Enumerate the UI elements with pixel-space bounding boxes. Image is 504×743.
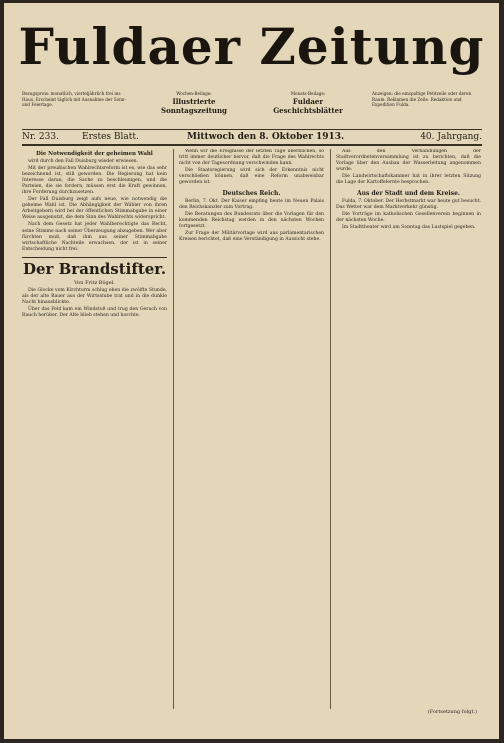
newspaper-page (4, 3, 499, 739)
article-paragraph: Nach dem Gesetz hat jeder Wahlberechtigte das Recht, seine Stimme nach seiner Überzeugung abzugeben. Wer aber fürchten muß, daß ihm aus seiner Stimmabgabe wirtschaftliche Nachteile erwachsen, der ist in seiner Entscheidung nicht frei. (22, 222, 167, 252)
issue-number: Nr. 233. (22, 132, 59, 142)
column-3 (336, 149, 481, 709)
story-paragraph: Die Glocke vom Kirchturm schlug eben die zwölfte Stunde, als der alte Bauer aus der Wirtsstube trat und in die dunkle Nacht hinausblickte. (22, 287, 167, 306)
section-heading: Aus der Stadt und dem Kreise. (356, 189, 460, 197)
story-title: Der Brandstifter. (22, 257, 167, 278)
issue-date: Mittwoch den 8. Oktober 1913. (187, 132, 345, 142)
article-paragraph: Mit der preußischen Wahlrechtsreform ist es, wie das sehr bezeichnend ist, still geworden. Die Regierung hat kein Interesse daran, die Sache zu beschleunigen, und die Parteien, die sie fordern, müssen erst die Kraft gewinnen, ihre Forderung durchzusetzen. (22, 165, 167, 195)
article-heading: Die Notwendigkeit der geheimen Wahl (36, 151, 153, 157)
dateline (22, 129, 482, 146)
article-paragraph: Die Staatsregierung wird sich der Erkenntnis nicht verschließen können, daß eine Reform unabweisbar geworden ist. (179, 168, 324, 186)
story-byline: Von Fritz Bögel. (74, 279, 115, 286)
weekly-supplement-title: Illustrierte Sonntagszeitung (161, 96, 227, 115)
ad-pricing-info: Anzeigen: die einspaltige Petitzeile oder deren Raum. Reklamen die Zeile. Redaktion und Expedition Fulda. (372, 91, 472, 108)
monthly-supplement-label: Monats-Beilage: (290, 91, 326, 96)
masthead-title: Fuldaer Zeitung (18, 17, 485, 76)
weekly-supplement (144, 91, 244, 125)
article-paragraph: Wenn wir die Ereignisse der letzten Tage überblicken, so tritt immer deutlicher hervor, daß die Frage des Wahlrechts nicht von der Tagesordnung verschwinden kann. (179, 149, 324, 167)
dispatch-paragraph: Berlin, 7. Okt. Der Kaiser empfing heute im Neuen Palais den Reichskanzler zum Vortrag. (179, 198, 324, 210)
story-paragraph: Über das Feld kam ein Windstoß und trug den Geruch von Rauch herüber. Der Alte blieb stehen und horchte. (22, 307, 167, 319)
local-paragraph: Fulda, 7. Oktober. Der Herbstmarkt war heute gut besucht. Das Wetter war dem Marktverkehr günstig. (336, 198, 481, 210)
dispatch-paragraph: Die Beratungen des Bundesrats über die Vorlagen für den kommenden Reichstag werden in den nächsten Wochen fortgesetzt. (179, 211, 324, 229)
local-paragraph: Im Stadttheater wird am Sonntag das Lustspiel gegeben. (342, 224, 476, 230)
column-2 (179, 149, 324, 709)
monthly-supplement (258, 91, 358, 125)
subhead-bar (22, 91, 482, 125)
section-heading: Deutsches Reich. (222, 189, 281, 197)
article-paragraph: Der Fall Duisburg zeigt aufs neue, wie notwendig die geheime Wahl ist. Die Abhängigkeit der Wähler von ihren Arbeitgebern wird bei der öffentlichen Stimmabgabe in einer Weise ausgenutzt, die dem Sinn des Wahlrechts widerspricht. (22, 197, 167, 221)
local-paragraph: Die Vorträge im katholischen Gesellenverein beginnen in der nächsten Woche. (336, 211, 481, 223)
dispatch-paragraph: Zur Frage der Militärvorlage wird aus parlamentarischen Kreisen berichtet, daß eine Verständigung in Aussicht stehe. (179, 231, 324, 243)
sheet-label: Erstes Blatt. (82, 132, 139, 142)
article-subline: wird durch den Fall Duisburg wieder erwiesen. (28, 158, 139, 164)
article-paragraph: Die Landwirtschaftskammer hat in ihrer letzten Sitzung die Lage der Kartoffelernte besprochen. (336, 174, 481, 186)
volume-label: 40. Jahrgang. (420, 132, 482, 142)
column-rule (330, 149, 331, 709)
article-paragraph: Aus den Verhandlungen der Stadtverordnetenversammlung ist zu berichten, daß die Vorlage über den Ausbau der Wasserleitung angenommen wurde. (336, 149, 481, 173)
column-rule (173, 149, 174, 709)
continued-note: (Fortsetzung folgt.) (427, 709, 477, 715)
column-1 (22, 149, 167, 709)
weekly-supplement-label: Wochen-Beilage: (176, 91, 212, 96)
subscription-info: Bezugspreis: monatlich, vierteljährlich frei ins Haus. Erscheint täglich mit Ausnahme der Sonn- und Feiertage. (22, 91, 126, 108)
monthly-supplement-title: Fuldaer Geschichtsblätter (273, 96, 343, 115)
